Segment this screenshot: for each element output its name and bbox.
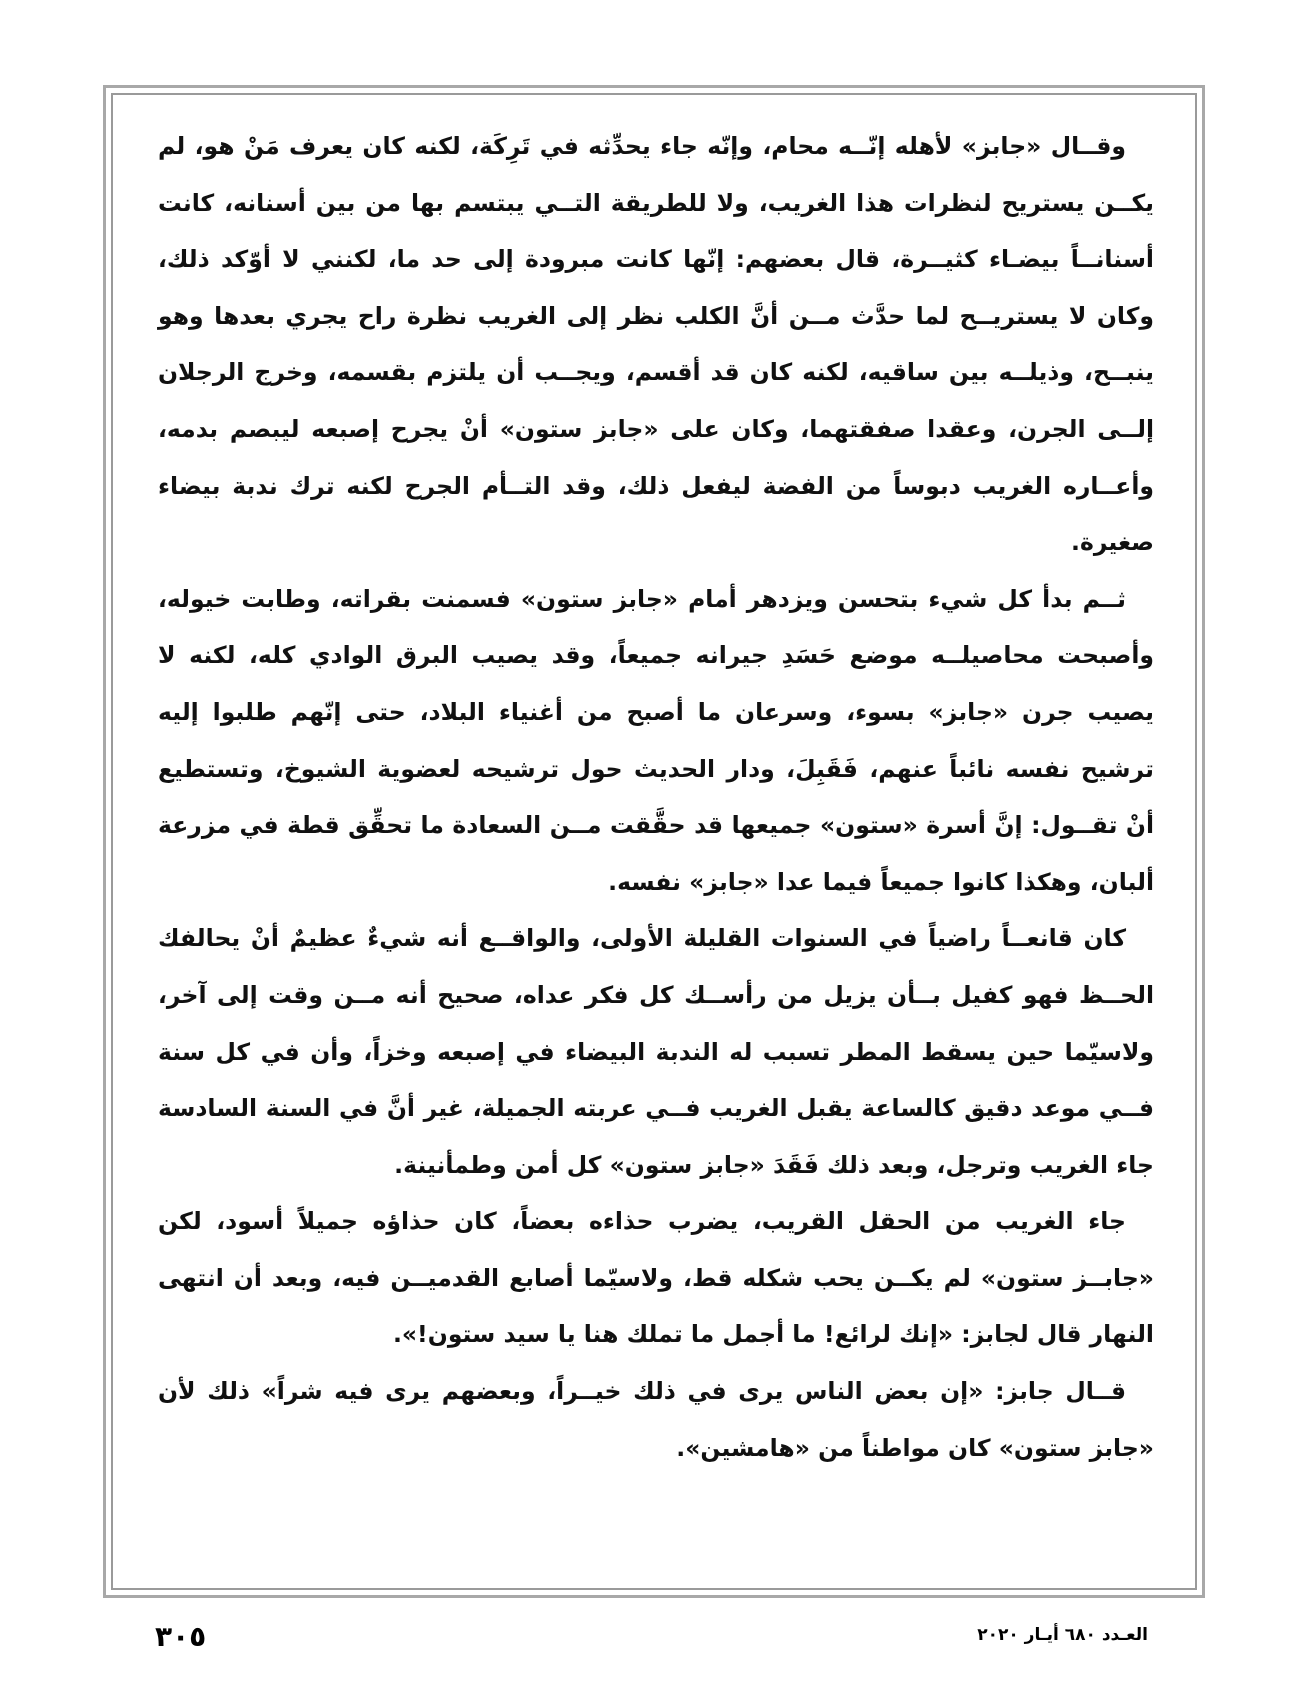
paragraph-3: كان قانعــاً راضياً في السنوات القليلة الأولى، والواقــع أنه شيءٌ عظيمٌ أنْ يحالفك الحــظ فهو كفيل بــأن يزيل من رأســك كل فكر عداه، صحيح أنه مــن وقت إلى آخر، ولاسيّما حين يسقط المطر تسبب له الندبة البيضاء في إصبعه وخزاً، وأن في كل سنة فــي موعد دقيق كالساعة يقبل الغريب فــي عربته الجميلة، غير أنَّ في السنة السادسة جاء الغريب وترجل، وبعد ذلك فَقَدَ «جابز ستون» كل أمن وطمأنينة. (158, 924, 1154, 1179)
article-body (158, 118, 1154, 1476)
paragraph-2: ثــم بدأ كل شيء بتحسن ويزدهر أمام «جابز ستون» فسمنت بقراته، وطابت خيوله، وأصبحت محاصيلــه موضع حَسَدِ جيرانه جميعاً، وقد يصيب البرق الوادي كله، لكنه لا يصيب جرن «جابز» بسوء، وسرعان ما أصبح من أغنياء البلاد، حتى إنّهم طلبوا إليه ترشيح نفسه نائباً عنهم، فَقَبِلَ، ودار الحديث حول ترشيحه لعضوية الشيوخ، وتستطيع أنْ تقــول: إنَّ أسرة «ستون» جميعها قد حقَّقت مــن السعادة ما تحقِّق قطة في مزرعة ألبان، وهكذا كانوا جميعاً فيما عدا «جابز» نفسه. (158, 584, 1154, 896)
paragraph-1: وقــال «جابز» لأهله إنّــه محام، وإنّه جاء يحدِّثه في تَرِكَة، لكنه كان يعرف مَنْ هو، لم يكــن يستريح لنظرات هذا الغريب، ولا للطريقة التــي يبتسم بها من بين أسنانه، كانت أسنانــاً بيضـاء كثيــرة، قال بعضهم: إنّها كانت مبرودة إلى حد ما، لكنني لا أوّكد ذلك، وكان لا يستريــح لما حدَّث مــن أنَّ الكلب نظر إلى الغريب نظرة راح يجري بعدها وهو ينبــح، وذيلــه بين ساقيه، لكنه كان قد أقسم، ويجــب أن يلتزم بقسمه، وخرج الرجلان إلــى الجرن، وعقدا صفقتهما، وكان على «جابز ستون» أنْ يجرح إصبعه ليبصم بدمه، وأعــاره الغريب دبوساً من الفضة ليفعل ذلك، وقد التــأم الجرح لكنه ترك ندبة بيضاء صغيرة. (158, 132, 1154, 557)
paragraph-5: قــال جابز: «إن بعض الناس يرى في ذلك خيــراً، وبعضهم يرى فيه شراً» ذلك لأن «جابز ستون» كان مواطناً من «هامشين». (158, 1377, 1154, 1462)
page-number: ٣٠٥ (155, 1620, 207, 1653)
issue-info: العـدد ٦٨٠ أيـار ٢٠٢٠ (977, 1625, 1148, 1645)
paragraph-4: جاء الغريب من الحقل القريب، يضرب حذاءه بعضاً، كان حذاؤه جميلاً أسود، لكن «جابــز ستون» لم يكــن يحب شكله قط، ولاسيّما أصابع القدميــن فيه، وبعد أن انتهى النهار قال لجابز: «إنك لرائع! ما أجمل ما تملك هنا يا سيد ستون!». (158, 1207, 1154, 1349)
